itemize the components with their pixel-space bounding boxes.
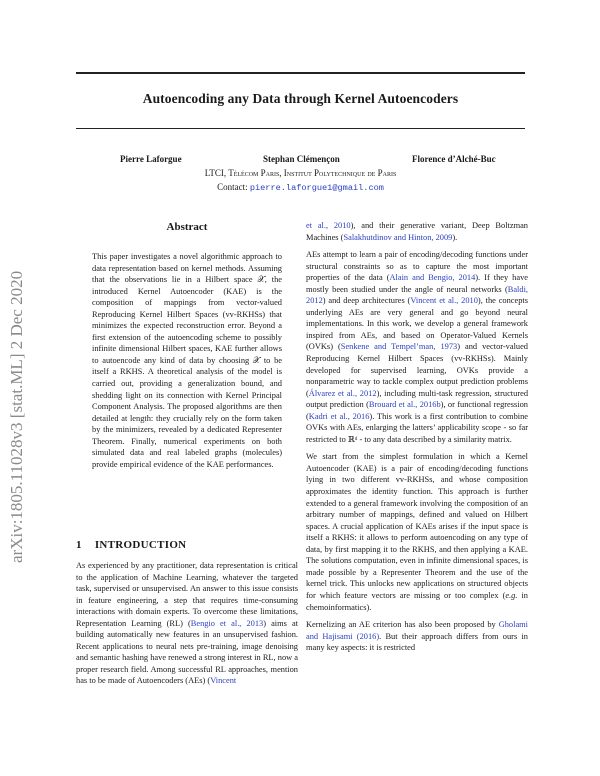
citation-link[interactable]: Baldi, 2012 [306,284,528,306]
citation-link[interactable]: Gholami and Hajisami (2016) [306,620,528,641]
citation-link[interactable]: Vincent [210,676,237,686]
paragraph: AEs attempt to learn a pair of encoding/decoding functions under structural constraints so as to capture the most important properties of the data (Alain and Bengio, 2014). If they have mostly been studied under the angle of neural networks (Baldi, 2012) and deep architectures (Vincent et al., 2010), the concepts underlying AEs are very general and go beyond neural implementations. In this work, we develop a general framework inspired from AEs, and based on Operator-Valued Kernels (OVKs) (Senkene and Tempel’man, 1973) and vector-valued Reproducing Kernel Hilbert Spaces (vv-RKHSs). Mainly developed for supervised learning, OVKs provide a nonparametric way to tackle complex output prediction problems (Álvarez et al., 2012), including multi-task regression, structured output prediction (Brouard et al., 2016b), or functional regression (Kadri et al., 2016). This work is a first contribution to combine OVKs with AEs, enlarging the latters’ applicability scope - so far restricted to ℝᵈ - to any data described by a similarity matrix. [306,250,529,444]
contact-line [76,182,525,193]
section-number: 1 [76,539,82,551]
paper-title: Autoencoding any Data through Kernel Autoencoders [142,91,459,106]
citation-link[interactable]: Kadri et al., 2016 [308,411,370,421]
right-column [306,220,528,660]
citation-link[interactable]: Bengio et al., 2013 [190,618,264,628]
citation-link[interactable]: Senkene and Tempel’man, 1973 [340,342,458,352]
citation-link[interactable]: Álvarez et al., 2012 [308,388,377,398]
citation-link[interactable]: Salakhutdinov and Hinton, 2009 [343,232,453,242]
paragraph: We start from the simplest formulation in which a Kernel Autoencoder (KAE) is a pair of encoding/decoding functions lying in two different vv-RKHSs, and whose composition approximates the identity function. This approach is further extended to a general framework involving the composition of an arbitrary number of mappings, defined and valued on Hilbert spaces. A crucial application of KAEs arises if the input space is itself a RKHS: it allows to perform autoencoding on any type of data, by first mapping it to the RKHS, and then applying a KAE. The solutions computation, even in infinite dimensional spaces, is made possible by a Representer Theorem and the use of the kernel trick. This unlocks new applications on structured objects for which feature vectors are missing or too complex (e.g. in chemoinformatics). [306,452,528,612]
contact-email-link[interactable]: pierre.laforgue1@gmail.com [249,183,384,193]
citation-link[interactable]: et al., 2010 [306,221,351,230]
intro-paragraph: As experienced by any practitioner, data representation is critical to the application of Machine Learning, whatever the targeted task, supervised or unsupervised. An answer to this issue consists in feature engineering, a step that requires time-consuming interactions with domain experts. To overcome these limitations, Representation Learning (RL) (Bengio et al., 2013) aims at building automatically new features in an unsupervised fashion. Recent applications to neural nets pre-training, image denoising and semantic hashing have renewed a strong interest in RL, now a proper research field. Among successful RL approaches, mention has to be made of Autoencoders (AEs) (Vincent [76,561,299,686]
affiliation: LTCI, Télécom Paris, Institut Polytechnique de Paris [204,168,397,178]
title-bottom-rule [76,128,525,129]
abstract-heading: Abstract [166,221,208,233]
section-heading-introduction [76,539,186,551]
paragraph: et al., 2010), and their generative variant, Deep Boltzman Machines (Salakhutdinov and Hinton, 2009). [306,221,528,242]
arxiv-stamp-text: arXiv:1805.11028v3 [stat.ML] 2 Dec 2020 [7,270,26,563]
author-2: Stephan Clémençon [263,154,340,164]
abstract-body: This paper investigates a novel algorithmic approach to data representation based on kernel methods. Assuming that the observations lie in a Hilbert space 𝒳, the introduced Kernel Autoencoder (KAE) is the composition of mappings from vector-valued Reproducing Kernel Hilbert Spaces (vv-RKHSs) that minimizes the expected reconstruction error. Beyond a first extension of the autoencoding scheme to possibly infinite dimensional Hilbert spaces, KAE further allows to autoencode any kind of data by choosing 𝒳 to be itself a RKHS. A theoretical analysis of the model is carried out, providing a generalization bound, and shedding light on its connection with Kernel Principal Component Analysis. The proposed algorithms are then detailed at length: they crucially rely on the form taken by the minimizers, revealed by a dedicated Representer Theorem. Finally, numerical experiments on both simulated data and real labeled graphs (molecules) provide empirical evidence of the KAE performances. [92,252,282,469]
citation-link[interactable]: Alain and Bengio, 2014 [389,273,476,283]
contact-label: Contact: [217,182,248,192]
title-top-rule [76,72,525,74]
author-3: Florence d’Alché-Buc [412,154,496,164]
citation-link[interactable]: Brouard et al., 2016b [368,400,441,410]
citation-link[interactable]: Vincent et al., 2010 [410,296,478,306]
author-1: Pierre Laforgue [120,154,182,164]
section-title: INTRODUCTION [94,539,187,551]
arxiv-stamp [0,185,32,565]
paragraph: Kernelizing an AE criterion has also been proposed by Gholami and Hajisami (2016). But their approach differs from ours in many key aspects: it is restricted [306,620,528,653]
